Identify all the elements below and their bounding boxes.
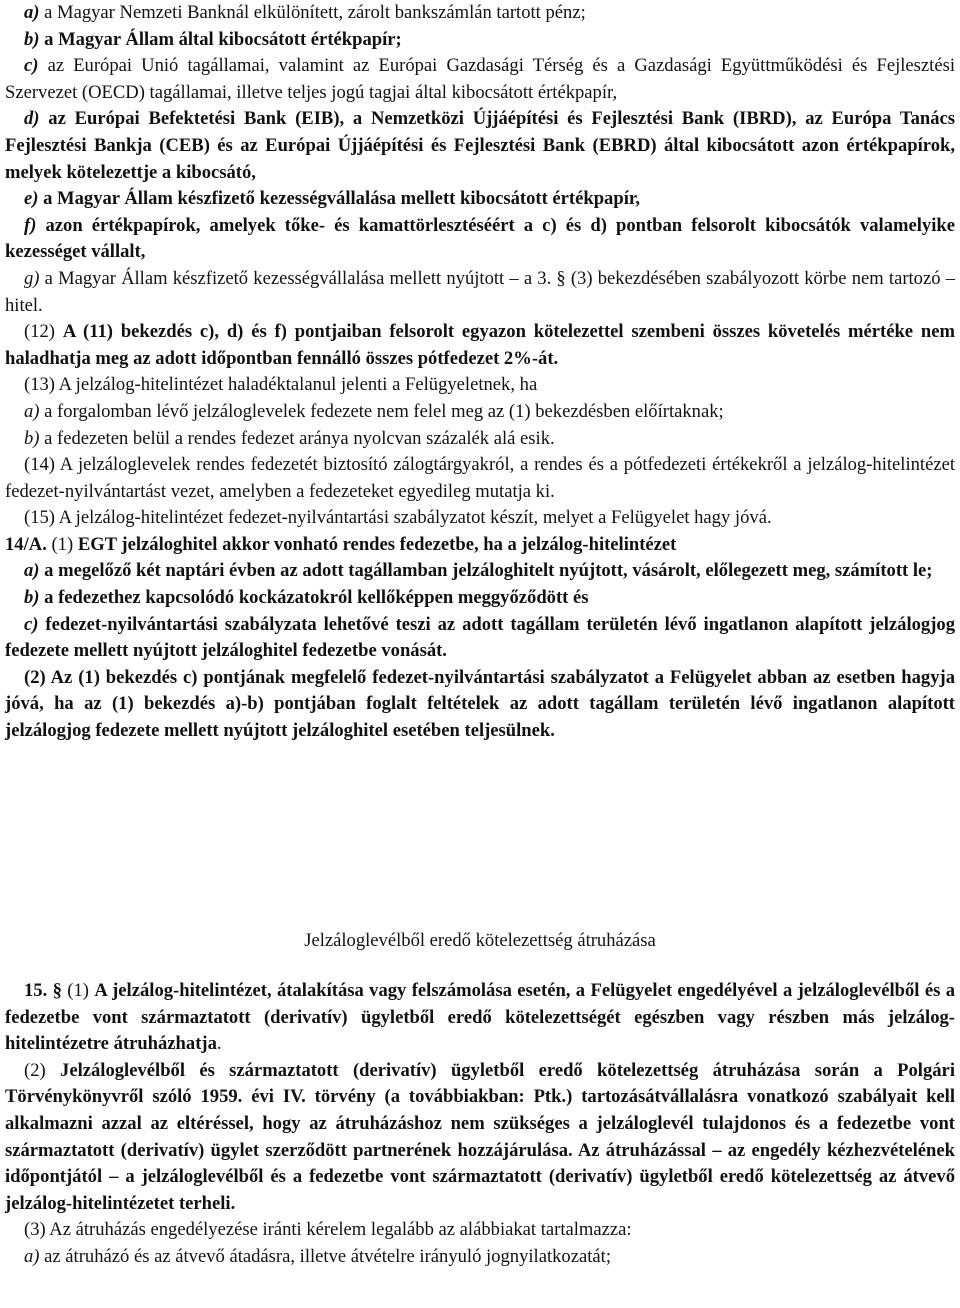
item-label: b)	[24, 587, 40, 609]
section-14a-point-c	[5, 612, 955, 665]
paragraph-text: A (11) bekezdés c), d) és f) pontjaiban felsorolt egyazon kötelezettel szembeni összes követelés mértéke nem haladhatja meg az adott időpontban fennálló összes pótfedezet 2%-át.	[5, 321, 955, 369]
section-15-point-a	[5, 1244, 955, 1271]
item-label: a)	[24, 400, 40, 422]
item-label: f)	[24, 214, 37, 236]
list-item	[5, 186, 955, 213]
paragraph-text: A jelzálog-hitelintézet, átalakítása vagy felszámolása esetén, a Felügyelet engedélyével a jelzáloglevélből és a fedezetbe vont származtatott (derivatív) ügyletből eredő kötelezettségét egészben vagy részben más jelzálog-hitelintézetre átruházhatja	[5, 980, 956, 1055]
paragraph-number: (1)	[61, 980, 95, 1001]
item-text: az Európai Unió tagállamai, valamint az Európai Gazdasági Térség és a Gazdasági Együttműködési és Fejlesztési Szervezet (OECD) tagállamai, illetve teljes jogú tagjai által kibocsátott értékpapír,	[5, 55, 955, 103]
section-15-paragraph-1	[5, 978, 955, 1058]
section-14-collateral-list	[5, 0, 955, 745]
section-15-paragraph-2	[5, 1058, 955, 1218]
item-text: a forgalomban lévő jelzáloglevelek fedezete nem felel meg az (1) bekezdésben előírtaknak;	[39, 400, 724, 422]
list-item	[5, 106, 955, 186]
paragraph-12	[5, 319, 955, 372]
list-item	[5, 266, 955, 319]
item-label: c)	[24, 55, 39, 77]
paragraph-number: (2)	[24, 1059, 61, 1081]
item-label: a)	[24, 1245, 40, 1267]
section-heading-wrap	[5, 928, 955, 955]
item-text: a fedezethez kapcsolódó kockázatokról kellőképpen meggyőződött és	[39, 587, 589, 609]
section-title: 15. §	[24, 980, 62, 1001]
section-14a-point-a	[5, 558, 955, 585]
item-label: b)	[24, 28, 40, 50]
section-14a-point-b	[5, 585, 955, 612]
item-text: a megelőző két naptári évben az adott tagállamban jelzáloghitelt nyújtott, vásárolt, előlegezett meg, számított le;	[39, 560, 933, 582]
paragraph-text: Jelzáloglevélből és származtatott (derivatív) ügyletből eredő kötelezettség átruházása során a Polgári Törvénykönyvről szóló 1959. évi IV. törvény (a továbbiakban: Ptk.) tartozásátvállalásra vonatkozó szabályait kell alkalmazni azzal az eltéréssel, hogy az átruházáshoz nem szükséges a jelzáloglevél tulajdonos és a fedezetbe vont származtatott (derivatív) ügylet szerződött partnerének hozzájárulása. Az átruházással – az engedély kézhezvételének időpontjától – a jelzáloglevélből és a fedezetbe vont származtatott (derivatív) ügyletből eredő kötelezettség az átvevő jelzálog-hitelintézetet terheli.	[5, 1059, 955, 1214]
list-item	[5, 0, 955, 27]
item-label: d)	[24, 108, 40, 130]
list-item	[5, 213, 955, 266]
list-item	[5, 27, 955, 54]
paragraph-13-point-a	[5, 399, 955, 426]
paragraph-15: (15) A jelzálog-hitelintézet fedezet-nyilvántartási szabályzatot készít, melyet a Felügyelet hagy jóvá.	[24, 507, 772, 529]
item-text: a fedezeten belül a rendes fedezet aránya nyolcvan százalék alá esik.	[39, 427, 555, 449]
item-text: a Magyar Állam készfizető kezességvállalása mellett kibocsátott értékpapír,	[38, 188, 641, 210]
section-title: 14/A.	[5, 533, 47, 555]
section-15-paragraph-3: (3) Az átruházás engedélyezése iránti kérelem legalább az alábbiakat tartalmazza:	[24, 1219, 632, 1241]
item-label: g)	[24, 267, 40, 289]
paragraph-14: (14) A jelzáloglevelek rendes fedezetét biztosító zálogtárgyakról, a rendes és a pótfedezeti értékekről a jelzálog-hitelintézet fedezet-nyilvántartást vezet, amelyben a fedezeteket egyedileg mutatja ki.	[5, 454, 955, 502]
item-text: a Magyar Nemzeti Banknál elkülönített, zárolt bankszámlán tartott pénz;	[39, 2, 586, 23]
section-15	[5, 978, 955, 1271]
item-text: fedezet-nyilvántartási szabályzata lehetővé teszi az adott tagállam területén lévő ingatlanon alapított jelzálogjog fedezete mellett nyújtott jelzáloghitel fedezetbe vonását.	[5, 613, 955, 662]
item-text: az Európai Befektetési Bank (EIB), a Nemzetközi Újjáépítési és Fejlesztési Bank (IBRD), az Európa Tanács Fejlesztési Bankja (CEB) és az Európai Újjáépítési és Fejlesztési Bank (EBRD) által kibocsátott azon értékpapírok, melyek kötelezettje a kibocsátó,	[5, 108, 955, 183]
list-item	[5, 53, 955, 106]
item-text: a Magyar Állam által kibocsátott értékpapír;	[39, 28, 402, 50]
item-text: azon értékpapírok, amelyek tőke- és kamattörlesztéséért a c) és d) pontban felsorolt kibocsátók valamelyike kezességet vállalt,	[5, 214, 955, 263]
paragraph-13-point-b	[5, 426, 955, 453]
item-label: e)	[24, 188, 39, 210]
paragraph-end: .	[216, 1033, 222, 1055]
item-label: c)	[24, 613, 39, 635]
item-text: az átruházó és az átvevő átadásra, illetve átvételre irányuló jognyilatkozatát;	[39, 1245, 611, 1267]
item-text: a Magyar Állam készfizető kezességvállalása mellett nyújtott – a 3. § (3) bekezdésében szabályozott körbe nem tartozó – hitel.	[5, 267, 955, 316]
section-14a-paragraph-2: (2) Az (1) bekezdés c) pontjának megfelelő fedezet-nyilvántartási szabályzatot a Felügyelet abban az esetben hagyja jóvá, ha az (1) bekezdés a)-b) pontjában foglalt feltételek az adott tagállam területén lévő ingatlanon alapított jelzálogjog fedezete mellett nyújtott jelzáloghitel esetében teljesülnek.	[5, 666, 955, 742]
paragraph-text: EGT jelzáloghitel akkor vonható rendes fedezetbe, ha a jelzálog-hitelintézet	[77, 533, 677, 555]
paragraph-number: (1)	[46, 533, 78, 555]
section-14a	[5, 532, 955, 559]
paragraph-13: (13) A jelzálog-hitelintézet haladéktalanul jelenti a Felügyeletnek, ha	[24, 374, 538, 396]
section-heading: Jelzáloglevélből eredő kötelezettség átruházása	[304, 930, 656, 951]
item-label: a)	[24, 560, 40, 582]
item-label: b)	[24, 427, 40, 449]
item-label: a)	[24, 2, 40, 23]
paragraph-number: (12)	[24, 321, 63, 343]
